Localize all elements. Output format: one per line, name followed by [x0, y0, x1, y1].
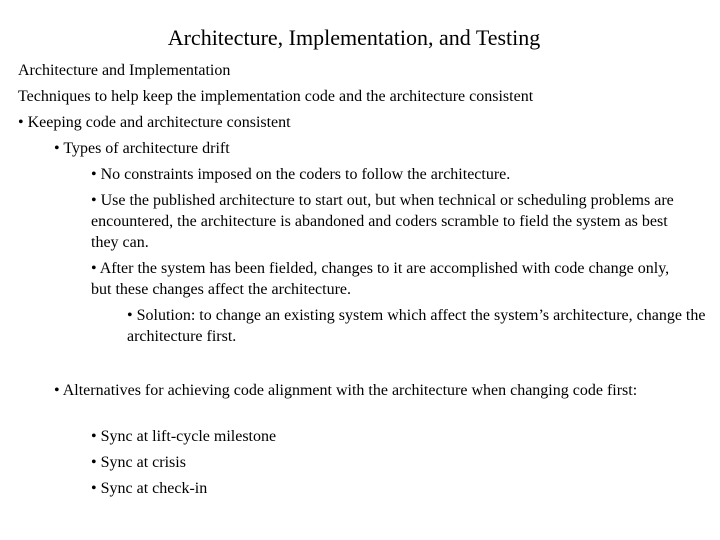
bullet-item: • After the system has been fielded, changes to it are accomplished with code change only, but these changes affect the architecture.: [91, 260, 670, 298]
bullet-item: • Solution: to change an existing system which affect the system’s architecture, change the architecture first.: [127, 307, 706, 345]
subheading-line: Techniques to help keep the implementation code and the architecture consistent: [18, 88, 534, 105]
bullet-item: • Keeping code and architecture consistent: [18, 114, 291, 131]
bullet-item: • Types of architecture drift: [54, 140, 230, 157]
bullet-item: • No constraints imposed on the coders to follow the architecture.: [91, 166, 511, 183]
bullet-item: • Alternatives for achieving code alignment with the architecture when changing code first:: [54, 382, 638, 399]
bullet-item: • Sync at lift-cycle milestone: [91, 428, 277, 445]
bullet-item: • Sync at check-in: [91, 480, 208, 497]
bullet-item: • Use the published architecture to start out, but when technical or scheduling problems are encountered, the architecture is abandoned and coders scramble to field the system as best they can.: [91, 192, 674, 251]
heading-line: Architecture and Implementation: [18, 62, 231, 79]
bullet-item: • Sync at crisis: [91, 454, 186, 471]
slide-title: Architecture, Implementation, and Testing: [167, 25, 541, 50]
